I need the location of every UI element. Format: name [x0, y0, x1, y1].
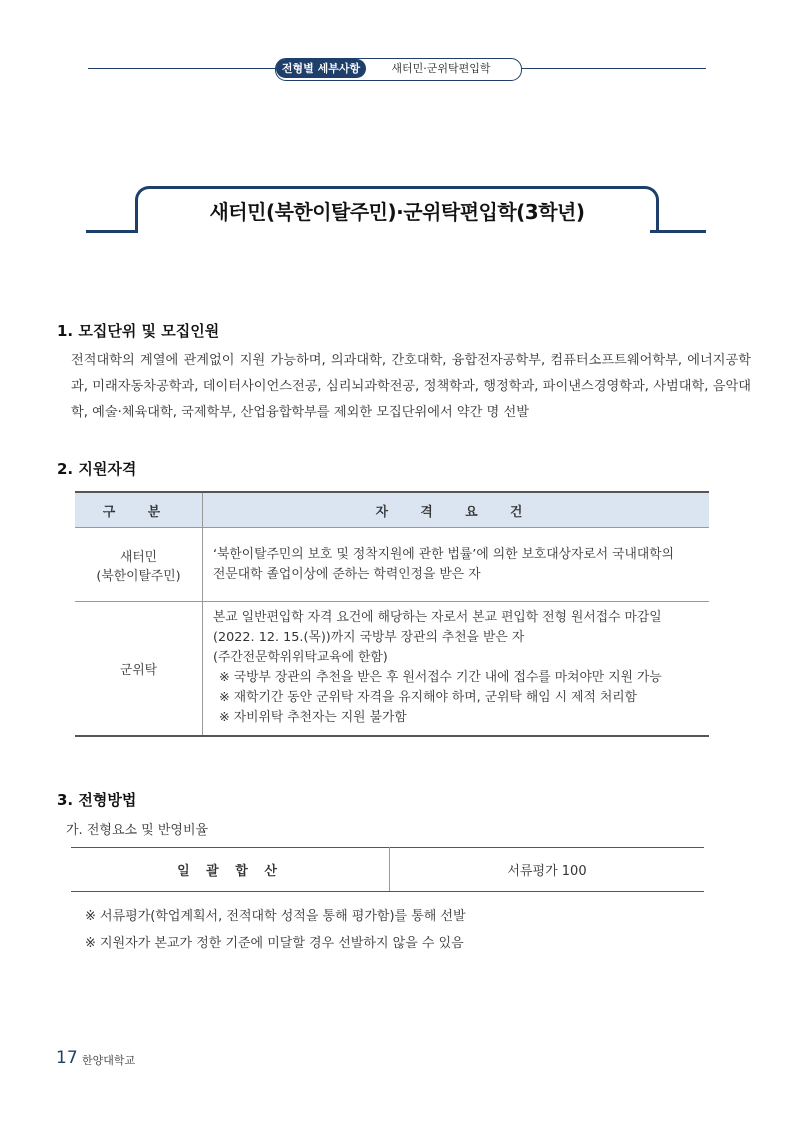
- table-row: [75, 602, 709, 736]
- requirement-line: 본교 일반편입학 자격 요건에 해당하는 자로서 본교 편입학 전형 원서접수 마감일: [213, 610, 662, 626]
- section1-heading: 1. 모집단위 및 모집인원: [57, 322, 220, 340]
- requirement-line: 전문대학 졸업이상에 준하는 학력인정을 받은 자: [213, 566, 481, 582]
- category-cell: 군위탁: [75, 602, 203, 736]
- table-row: [75, 528, 709, 602]
- section3-subheading: 가. 전형요소 및 반영비율: [66, 823, 209, 838]
- eligibility-table: [75, 491, 709, 737]
- section3-heading: 3. 전형방법: [57, 791, 137, 809]
- requirement-cell: [203, 528, 710, 602]
- requirement-note: ※ 자비위탁 추천자는 지원 불가함: [219, 710, 407, 726]
- requirement-line: (2022. 12. 15.(목))까지 국방부 장관의 추천을 받은 자: [213, 630, 525, 646]
- section2-heading: 2. 지원자격: [57, 460, 137, 478]
- table-header-row: [75, 492, 709, 528]
- footer-university: 한양대학교: [82, 1054, 136, 1067]
- requirement-cell: [203, 602, 710, 736]
- table-row: [71, 848, 704, 892]
- method-value: 서류평가 100: [390, 848, 705, 892]
- header-program: 새터민·군위탁편입학: [391, 62, 491, 75]
- remark-line: ※ 지원자가 본교가 정한 기준에 미달할 경우 선발하지 않을 수 있음: [85, 936, 464, 951]
- page-number: 17: [56, 1048, 78, 1068]
- section1-text: 전적대학의 계열에 관계없이 지원 가능하며, 의과대학, 간호대학, 융합전자공학부, 컴퓨터소프트웨어학부, 에너지공학과, 미래자동차공학과, 데이터사이언스전공, 심리뇌과학전공, 정책학과, 행정학과, 파이낸스경영학과, 사범대학, 음악대학, 예술·체육대학, 국제학부, 산업융합학부를 제외한 모집단위에서 약간 명 선발: [71, 353, 751, 420]
- requirement-line: ‘북한이탈주민의 보호 및 정착지원에 관한 법률’에 의한 보호대상자로서 국내대학의: [213, 546, 674, 562]
- header-category: 전형별 세부사항: [276, 59, 366, 78]
- remark-line: ※ 서류평가(학업계획서, 전적대학 성적을 통해 평가함)를 통해 선발: [85, 909, 466, 924]
- title-underline-left: [86, 230, 138, 233]
- selection-method-table: [71, 847, 704, 892]
- requirement-line: (주간전문학위위탁교육에 한함): [213, 650, 388, 666]
- header-requirement-cell: 자 격 요 건: [203, 492, 710, 528]
- page-title: 새터민(북한이탈주민)·군위탁편입학(3학년): [209, 200, 585, 224]
- title-underline-right: [650, 230, 706, 233]
- method-label: 일 괄 합 산: [71, 848, 390, 892]
- category-line: (북한이탈주민): [96, 568, 181, 584]
- category-line: 새터민: [119, 549, 158, 565]
- category-cell: [75, 528, 203, 602]
- requirement-note: ※ 국방부 장관의 추천을 받은 후 원서접수 기간 내에 접수를 마쳐야만 지원 가능: [219, 670, 662, 686]
- requirement-note: ※ 재학기간 동안 군위탁 자격을 유지해야 하며, 군위탁 해임 시 제적 처리함: [219, 690, 638, 706]
- header-category-cell: 구 분: [75, 492, 203, 528]
